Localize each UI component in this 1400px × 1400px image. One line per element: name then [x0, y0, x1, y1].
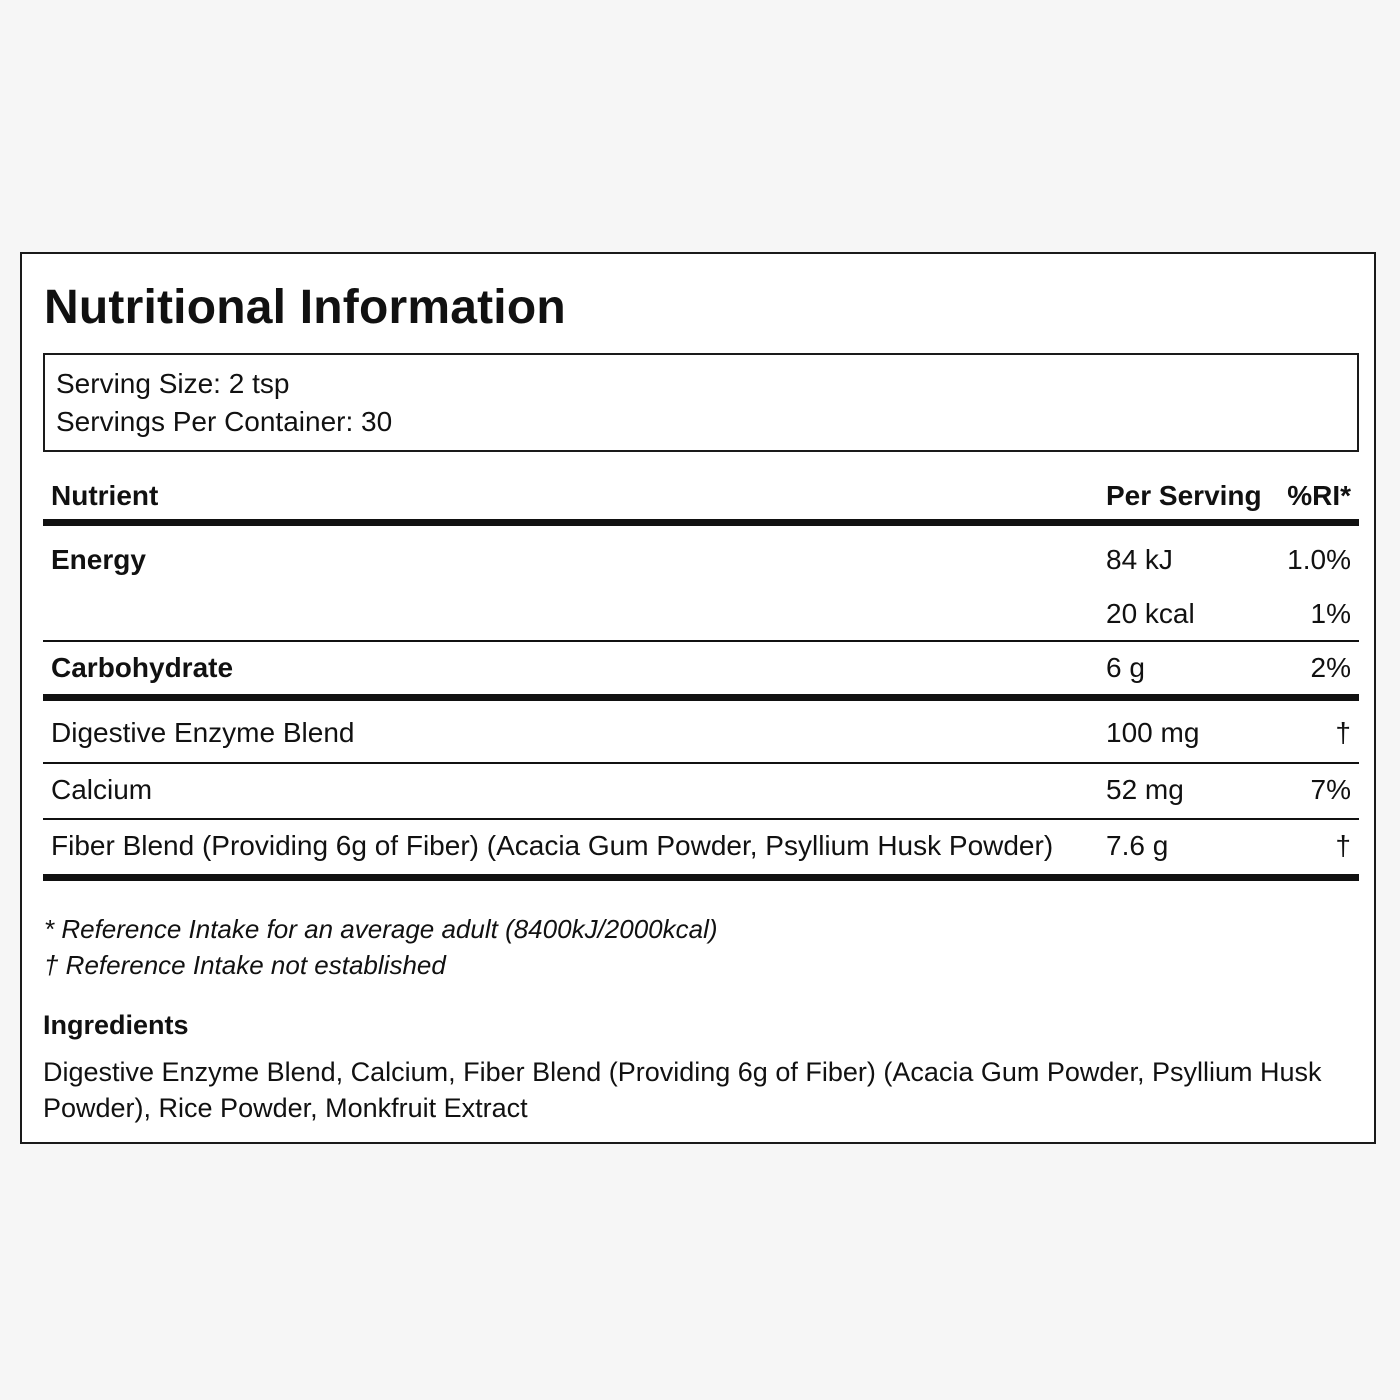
nutrient-amount: 20 kcal [1106, 598, 1195, 629]
nutrient-ri: 1% [1310, 598, 1351, 629]
label-title: Nutritional Information [44, 281, 566, 334]
nutrient-ri: 2% [1310, 652, 1351, 683]
ingredients-list: Digestive Enzyme Blend, Calcium, Fiber Blend (Providing 6g of Fiber) (Acacia Gum Powder, Psyllium Husk Powder), Rice Powder, Monkfruit Extract [43, 1057, 1322, 1123]
table-row-calcium [43, 764, 1359, 820]
header-per-serving: Per Serving [1106, 480, 1262, 511]
header-ri: %RI* [1287, 480, 1351, 511]
servings-per-container: Servings Per Container: 30 [56, 406, 393, 437]
nutrient-amount: 100 mg [1106, 717, 1200, 748]
nutrient-name: Calcium [51, 774, 153, 805]
nutrient-ri: 7% [1310, 774, 1351, 805]
nutrition-label [20, 252, 1376, 1144]
table-row-energy-kcal [43, 586, 1359, 642]
header-nutrient: Nutrient [51, 480, 159, 511]
footnote-ri: * Reference Intake for an average adult (8400kJ/2000kcal) [44, 914, 718, 944]
table-header-row [43, 472, 1359, 526]
serving-size: Serving Size: 2 tsp [56, 368, 290, 399]
nutrient-amount: 6 g [1106, 652, 1145, 683]
nutrient-ri: † [1335, 830, 1351, 861]
nutrient-ri: † [1335, 717, 1351, 748]
nutrient-amount: 84 kJ [1106, 544, 1173, 575]
nutrient-table [43, 472, 1359, 881]
footnotes [44, 911, 718, 983]
table-row-fiber-blend [43, 820, 1359, 881]
serving-info-box [43, 353, 1359, 452]
nutrient-amount: 7.6 g [1106, 830, 1169, 861]
table-row-carbohydrate [43, 642, 1359, 701]
table-row-energy-kj [43, 526, 1359, 586]
nutrient-name: Fiber Blend (Providing 6g of Fiber) (Acacia Gum Powder, Psyllium Husk Powder) [51, 830, 1054, 861]
table-row-digestive-enzyme [43, 701, 1359, 764]
footnote-dagger: † Reference Intake not established [44, 950, 446, 980]
nutrient-name: Carbohydrate [51, 652, 234, 683]
nutrient-amount: 52 mg [1106, 774, 1184, 805]
nutrient-name: Energy [51, 544, 146, 575]
ingredients-heading: Ingredients [43, 1010, 189, 1040]
nutrient-ri: 1.0% [1287, 544, 1351, 575]
nutrient-name: Digestive Enzyme Blend [51, 717, 355, 748]
